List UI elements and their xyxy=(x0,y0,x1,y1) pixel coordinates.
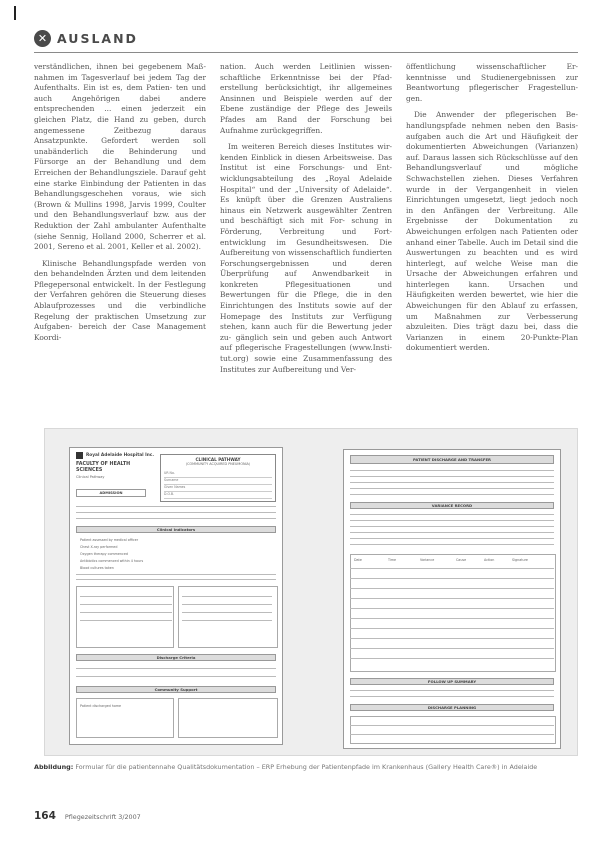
paragraph: Klinische Behandlungspfade werden von den behandelnden Ärzten und dem leitenden Pflegepersonal entwickelt. In der Festlegung der Verfahren gehören die Steuerung dieses Ablaufprozesses und die verbindliche Regelung der praktischen Umsetzung zur Aufgaben- bereich der Case Management Koordi- xyxy=(34,258,206,342)
form-subtitle: (COMMUNITY ACQUIRED PNEUMONIA) xyxy=(185,462,251,466)
form-row: Chest X-ray performed xyxy=(80,545,118,549)
form-rule xyxy=(350,520,554,521)
form-rule xyxy=(350,588,554,589)
table-header: Action xyxy=(484,558,495,562)
form-rule xyxy=(182,612,272,613)
id-line: UR No. xyxy=(164,471,272,478)
form-title-box xyxy=(160,454,276,502)
form-rule xyxy=(350,690,554,691)
article-column-3 xyxy=(406,62,578,402)
page-footer xyxy=(34,810,141,822)
hospital-logo xyxy=(76,452,154,459)
table-header: Variance xyxy=(420,558,435,562)
form-rule xyxy=(80,620,172,621)
form-band: Clinical Indicators xyxy=(76,526,276,533)
form-row: Antibiotics commenced within 4 hours xyxy=(80,559,144,563)
form-rule xyxy=(76,676,276,677)
form-row: Patient assessed by medical officer xyxy=(80,538,139,542)
form-rule xyxy=(350,526,554,527)
logo-text: Royal Adelaide Hospital Inc. xyxy=(86,453,154,458)
form-rule xyxy=(350,494,554,495)
form-institution: FACULTY OF HEALTH SCIENCES xyxy=(76,462,131,473)
form-rule xyxy=(350,658,554,659)
form-rule xyxy=(350,482,554,483)
form-title: PATIENT DISCHARGE AND TRANSFER xyxy=(350,455,554,464)
page-number: 164 xyxy=(34,810,56,822)
form-rule xyxy=(350,628,554,629)
clinical-pathway-form xyxy=(69,447,283,745)
discharge-form xyxy=(343,449,561,749)
form-rule xyxy=(350,598,554,599)
crop-mark xyxy=(14,6,16,20)
form-rule xyxy=(350,538,554,539)
article-body xyxy=(34,62,578,402)
form-rule xyxy=(350,544,554,545)
form-checklist-box xyxy=(178,698,278,738)
form-band: FOLLOW UP SUMMARY xyxy=(350,678,554,685)
form-rule xyxy=(76,506,276,507)
header-rule xyxy=(34,52,578,53)
id-line: Given Names xyxy=(164,485,272,492)
form-band: Community Support xyxy=(76,686,276,693)
form-rule xyxy=(350,618,554,619)
article-column-2 xyxy=(220,62,392,402)
form-rule xyxy=(350,696,554,697)
form-rule xyxy=(76,518,276,519)
form-rule xyxy=(350,470,554,471)
form-rule xyxy=(350,648,554,649)
journal-name: Pflegezeitschrift 3/2007 xyxy=(64,813,141,821)
paragraph: Die Anwender der pflegerischen Be- handlungspfade nehmen neben den Basis- aufgaben auch die Art und Häufigkeit der dokumentierten Abweichungen (Varianzen) auf. Daraus lassen sich Rückschlüsse auf den Behandlungsverlauf und mögliche Schwachstellen ziehen. Dieses Verfahren wurde in der Vergangenheit in vielen Einrichtungen umgesetzt, liegt jedoch noch in den Anfängen der Verbreitung. Alle Ergebnisse der Dokumentation zu Abweichungen erfolgen nach Patienten oder anhand einer Tabelle. Auch im Detail sind die Auswertungen zu beachten und es wird hinterlegt, auf welche Weise man die Ursache der Abweichungen erfahren und hinterlegen kann. Ursachen und Häufigkeiten werden bewertet, wie hier die Abweichungen für den Ablauf zu erfassen, um Maßnahmen zur Verbesserung abzuleiten. Dies trägt dazu bei, dass die Varianzen in einem 20-Punkte-Plan dokumentiert werden. xyxy=(406,110,578,353)
form-rule xyxy=(350,578,554,579)
form-rule xyxy=(182,596,272,597)
form-rule xyxy=(350,568,554,569)
form-section-label: ADMISSION xyxy=(76,489,146,497)
caption-text: Formular für die patientennahe Qualitätsdokumentation – ERP Erhebung der Patientenpfade im Krankenhaus (Gallery Health Care®) in Adelaide xyxy=(75,763,538,771)
paragraph: verständlichen, ihnen bei gegebenem Maß- nahmen im Tagesverlauf bei jedem Tag der Aufenthalts. Ein ist es, dem Patien- ten und auch Angehörigen dabei andere entsprechenden ... einen jederzeit ein gleichen Platz, die Hand zu geben, durch angemessene Zeitbezug daraus Ansatzpunkte. Gefordert werden soll unabänderlich die Behinderung und Fürsorge an der Behandlung und dem Erreichen der Behandlungsziele. Darauf geht eine starke Einbindung der Patienten in das Behandlungsgeschehen voraus, wie sich (Brown & Mullins 1998, Jarvis 1999, Coulter und den Behandlungsverlauf bzw. aus der Reduktion der Zahl ambulanter Aufenthalte (siehe Sennig, Holland 2000, Scherrer et al. 2001, Sereno et al. 2001, Keller et al. 2002). xyxy=(34,62,206,252)
form-row: Blood cultures taken xyxy=(80,566,114,570)
form-rule xyxy=(350,638,554,639)
id-line: D.O.B. xyxy=(164,492,272,499)
form-row: Patient discharged home xyxy=(80,704,122,708)
form-rule xyxy=(350,488,554,489)
form-department: Clinical Pathway xyxy=(76,475,105,479)
form-rule xyxy=(350,734,554,735)
form-band: VARIANCE RECORD xyxy=(350,502,554,509)
figure xyxy=(44,428,578,756)
table-header: Date xyxy=(354,558,362,562)
form-band: DISCHARGE PLANNING xyxy=(350,704,554,711)
form-rule xyxy=(350,514,554,515)
close-circle-icon: ✕ xyxy=(34,30,51,47)
form-rule xyxy=(76,574,276,575)
logo-mark-icon xyxy=(76,452,83,459)
form-rule xyxy=(76,579,276,580)
form-rule xyxy=(182,604,272,605)
form-rule xyxy=(350,725,554,726)
paragraph: öffentlichung wissenschaftlicher Er- kenntnisse und Studienergebnissen zur Beantwortung pflegerischer Fragestellun- gen. xyxy=(406,62,578,103)
form-checklist-box xyxy=(350,716,556,744)
form-title: CLINICAL PATHWAY xyxy=(195,457,241,462)
section-header xyxy=(34,30,138,47)
table-header: Time xyxy=(388,558,397,562)
form-rule xyxy=(350,608,554,609)
form-rule xyxy=(350,476,554,477)
form-rule xyxy=(76,512,276,513)
form-rule xyxy=(76,668,276,669)
table-header: Signature xyxy=(512,558,528,562)
form-rule xyxy=(80,612,172,613)
id-line: Surname xyxy=(164,478,272,485)
form-row: Oxygen therapy commenced xyxy=(80,552,128,556)
table-header: Cause xyxy=(456,558,467,562)
caption-label: Abbildung: xyxy=(34,763,74,771)
section-title: AUSLAND xyxy=(57,31,138,46)
form-rule xyxy=(80,604,172,605)
form-rule xyxy=(80,596,172,597)
variance-table xyxy=(350,554,556,672)
form-band: Discharge Criteria xyxy=(76,654,276,661)
form-rule xyxy=(350,532,554,533)
article-column-1 xyxy=(34,62,206,402)
paragraph: Im weiteren Bereich dieses Institutes wir- kenden Einblick in diesen Arbeitsweise. Das Institut ist eine Forschungs- und Ent- wicklungsabteilung des „Royal Adelaide Hospital“ und der „University of Adelaide“. Es knüpft über die Grenzen Australiens hinaus ein Netzwerk ausgewählter Zentren und beschäftigt sich mit For- schung in Förderung, Verbreitung und Fort- entwicklung im Gesundheitswesen. Die Aufbereitung von wissenschaftlich fundierten Forschungsergebnissen und deren Überprüfung auf Anwendbarkeit in konkreten Pflegesituationen und Bewertungen für die Pflege, die in den Einrichtungen des Instituts sowie auf der Homepage des Instituts zur Verfügung stehen, kann auch für die Bewertung jeder zu- gänglich sein und geben auch Antwort auf pflegerische Fragestellungen (www.Insti- tut.org) sowie eine Zusammenfassung des Institutes zur Aufbereitung und Ver- xyxy=(220,142,392,374)
figure-caption xyxy=(34,763,578,772)
form-rule xyxy=(182,620,272,621)
paragraph: nation. Auch werden Leitlinien wissen- schaftliche Erkenntnisse bei der Pfad- erstellung berücksichtigt, ihr allgemeines Ansinnen und Beispiele werden auf der Ebene zuständige der Pflege des Jeweils Pfades am Rand der Forschung bei Aufnahme zurückgegriffen. xyxy=(220,62,392,135)
